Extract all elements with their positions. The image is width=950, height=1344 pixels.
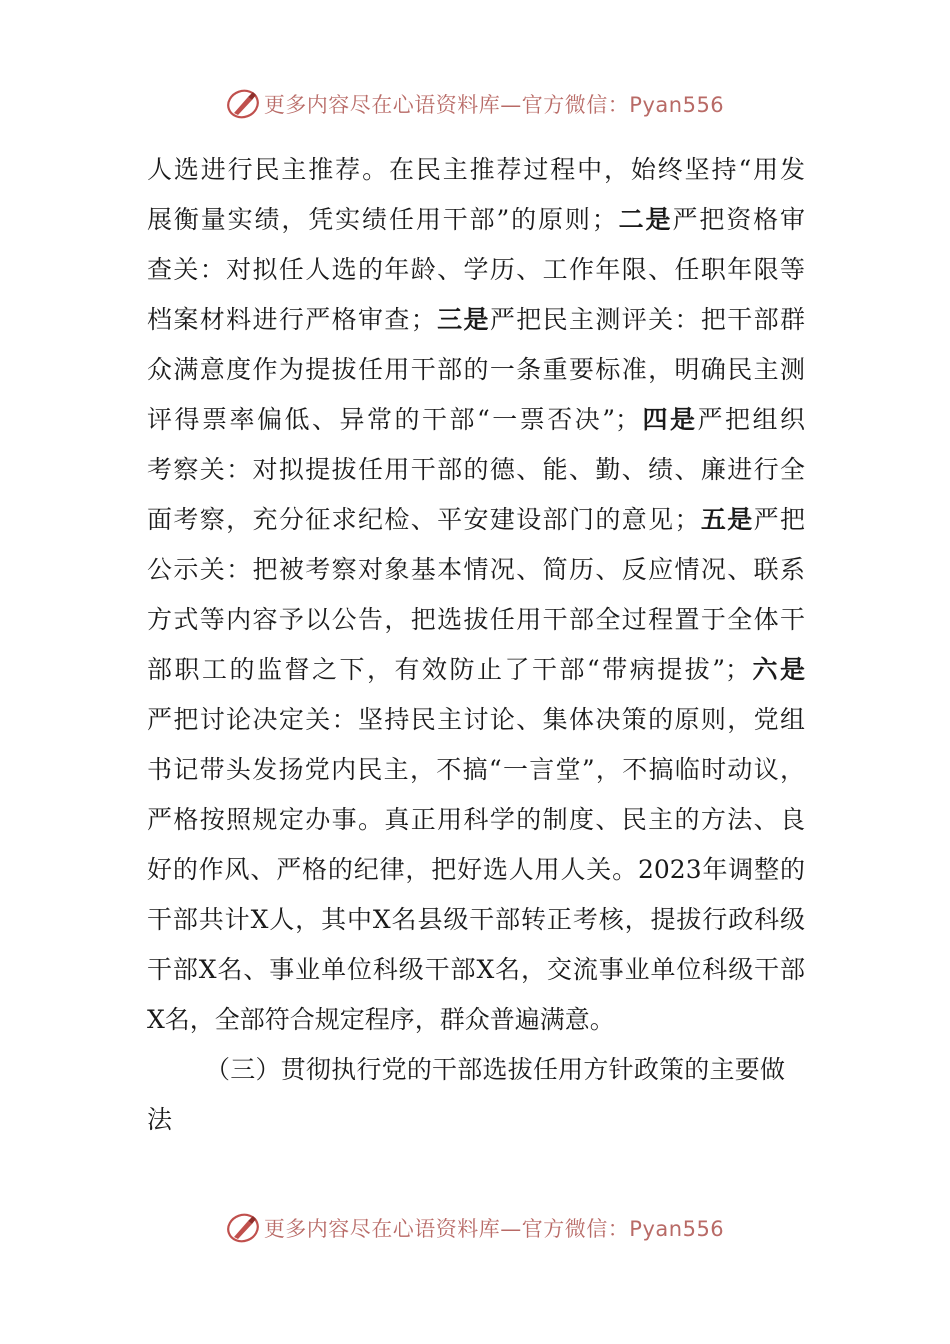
emphasis-four: 四是 (639, 405, 698, 434)
paragraph-line: 干部X名、事业单位科级干部X名，交流事业单位科级干部 (147, 955, 805, 984)
paragraph-line: 严格按照规定办事。真正用科学的制度、民主的方法、良 (147, 805, 805, 834)
paragraph-line: 严把讨论决定关：坚持民主讨论、集体决策的原则，党组 (147, 705, 805, 734)
paragraph-line: 干部共计X人，其中X名县级干部转正考核，提拔行政科级 (147, 905, 805, 934)
paragraph-line: 考察关：对拟提拔任用干部的德、能、勤、绩、廉进行全 (147, 455, 805, 484)
paragraph-line: 众满意度作为提拔任用干部的一条重要标准，明确民主测 (147, 355, 805, 384)
footer-banner (0, 1208, 950, 1248)
header-banner-text: 更多内容尽在心语资料库—官方微信：Pyan556 (263, 93, 725, 117)
section-heading: （三）贯彻执行党的干部选拔任用方针政策的主要做 (205, 1055, 785, 1084)
pen-nib-logo-icon (226, 1211, 260, 1245)
paragraph-line: 展衡量实绩，凭实绩任用干部”的原则；二是严把资格审 (147, 205, 805, 234)
emphasis-two: 二是 (616, 205, 673, 234)
paragraph-line: 部职工的监督之下，有效防止了干部“带病提拔”；六是 (147, 655, 805, 684)
paragraph-line: X名，全部符合规定程序，群众普遍满意。 (147, 1005, 615, 1034)
emphasis-six: 六是 (749, 655, 805, 684)
paragraph-line: 评得票率偏低、异常的干部“一票否决”；四是严把组织 (147, 405, 805, 434)
paragraph-line: 好的作风、严格的纪律，把好选人用人关。2023年调整的 (147, 855, 805, 884)
paragraph-line: 书记带头发扬党内民主，不搞“一言堂”，不搞临时动议， (147, 755, 805, 784)
section-heading-continuation: 法 (147, 1105, 173, 1134)
paragraph-line: 公示关：把被考察对象基本情况、简历、反应情况、联系 (147, 555, 805, 584)
paragraph-line: 面考察，充分征求纪检、平安建设部门的意见；五是严把 (147, 505, 805, 534)
paragraph-line: 查关：对拟任人选的年龄、学历、工作年限、任职年限等 (147, 255, 805, 284)
paragraph-line: 方式等内容予以公告，把选拔任用干部全过程置于全体干 (147, 605, 805, 634)
emphasis-three: 三是 (435, 305, 490, 334)
emphasis-five: 五是 (699, 505, 754, 534)
paragraph-line: 人选进行民主推荐。在民主推荐过程中，始终坚持“用发 (147, 155, 805, 184)
paragraph-line: 档案材料进行严格审查；三是严把民主测评关：把干部群 (147, 305, 805, 334)
pen-nib-logo-icon (226, 87, 260, 121)
footer-banner-text: 更多内容尽在心语资料库—官方微信：Pyan556 (263, 1217, 725, 1241)
header-banner (0, 84, 950, 124)
